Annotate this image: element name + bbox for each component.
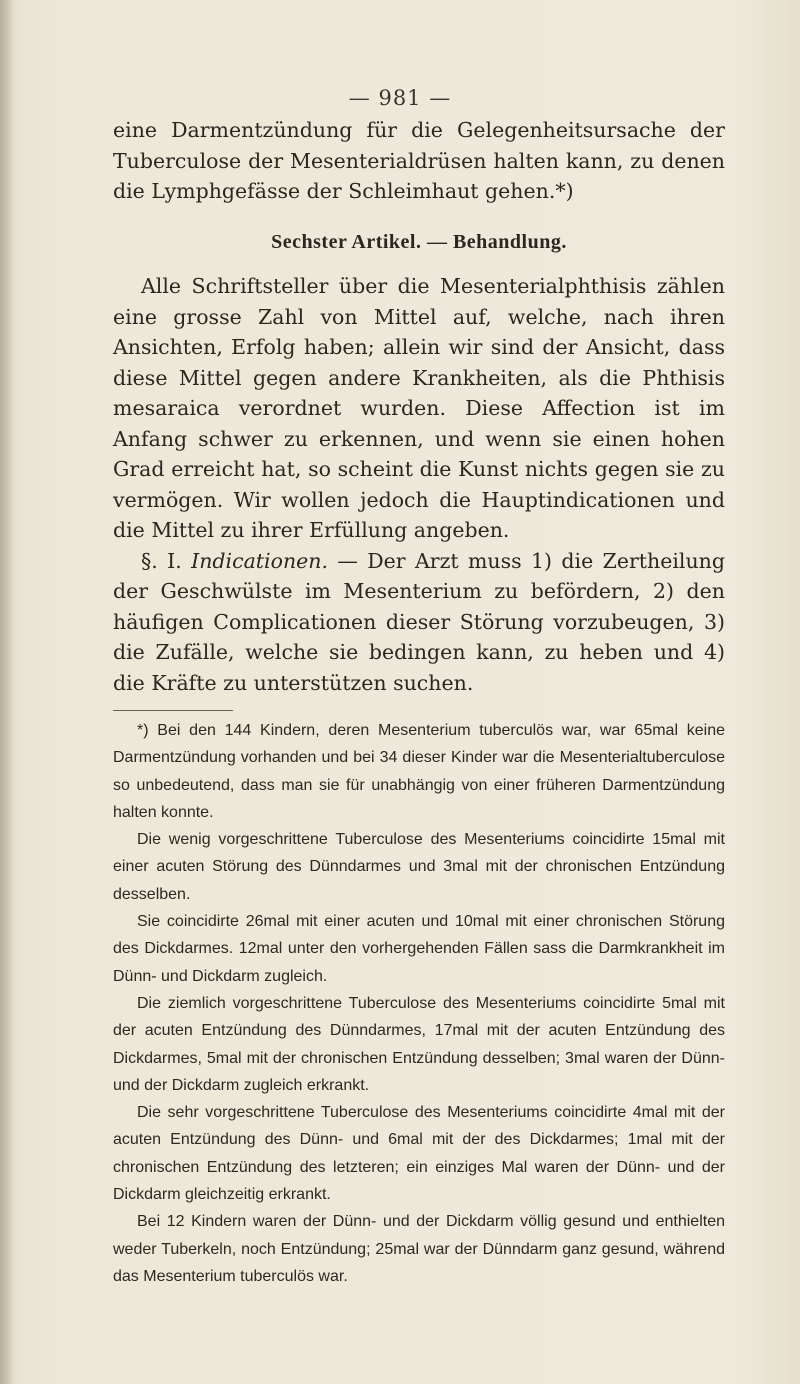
indications-text: — Der Arzt muss 1) die Zertheilung der Geschwülste im Mesenterium zu befördern, 2) den häufigen Complicationen dieser Störung vorzubeugen, 3) die Zufälle, welche sie bedingen kann, zu heben und 4) die Kräfte zu unterstützen suchen. — [113, 548, 725, 695]
section-marker: §. I. — [141, 548, 192, 573]
indications-title: Indicationen. — [191, 548, 328, 573]
intro-paragraph: eine Darmentzündung für die Gelegenheitsursache der Tuberculose der Mesenterialdrüsen halten kann, zu denen die Lymphgefässe der Schleimhaut gehen.*) — [113, 118, 725, 203]
section-heading: Sechster Artikel. — Behandlung. — [271, 230, 567, 253]
page-binding-shadow — [0, 0, 14, 1384]
paragraph-indications — [113, 546, 725, 699]
footnote-paragraph: Die sehr vorgeschrittene Tuberculose des Mesenteriums coincidirte 4mal mit der acuten Entzündung des Dünn- und 6mal mit der des Dickdarmes; 1mal mit der chronischen Entzündung des letzteren; ein einziges Mal waren der Dünn- und der Dickdarm gleichzeitig erkrankt. — [113, 1104, 725, 1204]
footnote-paragraph: Bei 12 Kindern waren der Dünn- und der Dickdarm völlig gesund und enthielten weder Tuberkeln, noch Entzündung; 25mal war der Dünndarm ganz gesund, während das Mesenterium tuberculös war. — [113, 1213, 725, 1285]
footnotes — [113, 717, 725, 1290]
footnote-paragraph: Sie coincidirte 26mal mit einer acuten und 10mal mit einer chronischen Störung des Dickdarmes. 12mal unter den vorhergehenden Fällen sass die Darmkrankheit im Dünn- und Dickdarm zugleich. — [113, 913, 725, 985]
footnote-paragraph: Die wenig vorgeschrittene Tuberculose des Mesenteriums coincidirte 15mal mit einer acuten Störung des Dünndarmes und 3mal mit der chronischen Entzündung desselben. — [113, 831, 725, 903]
footnote-paragraph: *) Bei den 144 Kindern, deren Mesenterium tuberculös war, war 65mal keine Darmentzündung vorhanden und bei 34 dieser Kinder war die Mesenterialtuberculose so unbedeutend, dass man sie für unabhängig von einer früheren Darmentzündung halten konnte. — [113, 722, 725, 821]
main-text — [113, 115, 725, 1290]
paragraph-treatment: Alle Schriftsteller über die Mesenterialphthisis zählen eine grosse Zahl von Mittel auf, welche, nach ihren Ansichten, Erfolg haben; allein wir sind der Ansicht, dass diese Mittel gegen andere Krankheiten, als die Phthisis mesaraica verordnet wurden. Diese Affection ist im Anfang schwer zu erkennen, und wenn sie einen hohen Grad erreicht hat, so scheint die Kunst nichts gegen sie zu vermögen. Wir wollen jedoch die Hauptindicationen und die Mittel zu ihrer Erfüllung angeben. — [113, 274, 725, 542]
footnote-paragraph: Die ziemlich vorgeschrittene Tuberculose des Mesenteriums coincidirte 5mal mit der acuten Entzündung des Dünndarmes, 17mal mit der acuten Entzündung des Dickdarmes, 5mal mit der chronischen Entzündung desselben; 3mal waren der Dünn- und der Dickdarm zugleich erkrankt. — [113, 994, 725, 1094]
page-number-header: — 981 — — [348, 86, 452, 110]
footnote-divider — [113, 710, 233, 711]
